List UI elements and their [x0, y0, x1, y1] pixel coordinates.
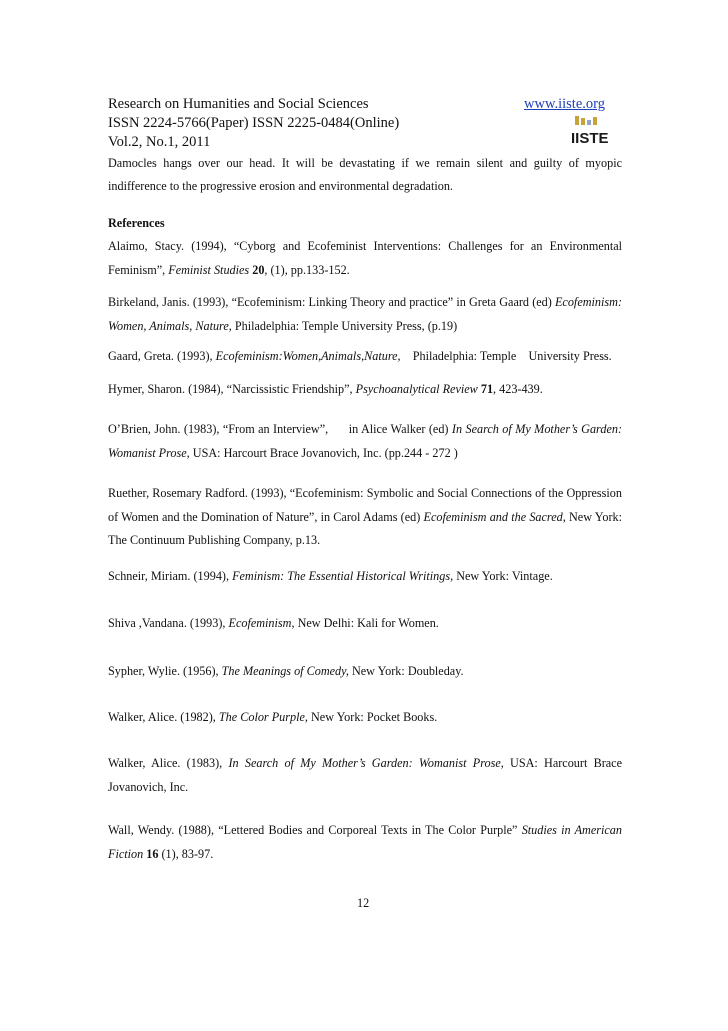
journal-url-link[interactable]: www.iiste.org	[524, 96, 605, 112]
reference-entry: Sypher, Wylie. (1956), The Meanings of Comedy, New York: Doubleday.	[108, 664, 464, 678]
intro-paragraph: Damocles hangs over our head. It will be devastating if we remain silent and guilty of myopic indifference to the progressive erosion and environmental degradation.	[108, 156, 622, 193]
reference-entry: Hymer, Sharon. (1984), “Narcissistic Friendship”, Psychoanalytical Review 71, 423-439.	[108, 382, 543, 396]
reference-entry: O’Brien, John. (1983), “From an Interview”, in Alice Walker (ed) In Search of My Mother’s Garden: Womanist Prose, USA: Harcourt Brace Jovanovich, Inc. (pp.244 - 272 )	[108, 422, 626, 460]
reference-entry: Alaimo, Stacy. (1994), “Cyborg and Ecofeminist Interventions: Challenges for an Environmental Feminism”, Feminist Studies 20, (1), pp.133-152.	[108, 239, 622, 277]
issn-line: ISSN 2224-5766(Paper) ISSN 2225-0484(Online)	[108, 115, 400, 131]
references-heading: References	[108, 216, 165, 230]
page-number: 12	[357, 896, 370, 910]
reference-entry: Walker, Alice. (1982), The Color Purple, New York: Pocket Books.	[108, 710, 438, 724]
reference-entry: Schneir, Miriam. (1994), Feminism: The Essential Historical Writings, New York: Vintage.	[108, 569, 553, 583]
reference-entry: Ruether, Rosemary Radford. (1993), “Ecofeminism: Symbolic and Social Connections of the Oppression of Women and the Domination of Nature”, in Carol Adams (ed) Ecofeminism and the Sacred, New York: The Continuum Publishing Company, p.13.	[108, 486, 623, 547]
reference-entry: Wall, Wendy. (1988), “Lettered Bodies and Corporeal Texts in The Color Purple” Studies in American Fiction 16 (1), 83-97.	[108, 823, 622, 861]
reference-entry: Walker, Alice. (1983), In Search of My Mother’s Garden: Womanist Prose, USA: Harcourt Brace Jovanovich, Inc.	[108, 756, 622, 794]
reference-entry: Birkeland, Janis. (1993), “Ecofeminism: Linking Theory and practice” in Greta Gaard (ed) Ecofeminism: Women, Animals, Nature, Philadelphia: Temple University Press, (p.19)	[108, 295, 622, 333]
reference-entry: Shiva ,Vandana. (1993), Ecofeminism, New Delhi: Kali for Women.	[108, 616, 439, 630]
volume-line: Vol.2, No.1, 2011	[108, 134, 211, 150]
iiste-logo	[569, 116, 615, 146]
journal-title: Research on Humanities and Social Sciences	[108, 96, 369, 112]
logo-text: IISTE	[571, 130, 609, 146]
reference-entry: Gaard, Greta. (1993), Ecofeminism:Women,Animals,Nature, Philadelphia: Temple University Press.	[108, 349, 612, 363]
